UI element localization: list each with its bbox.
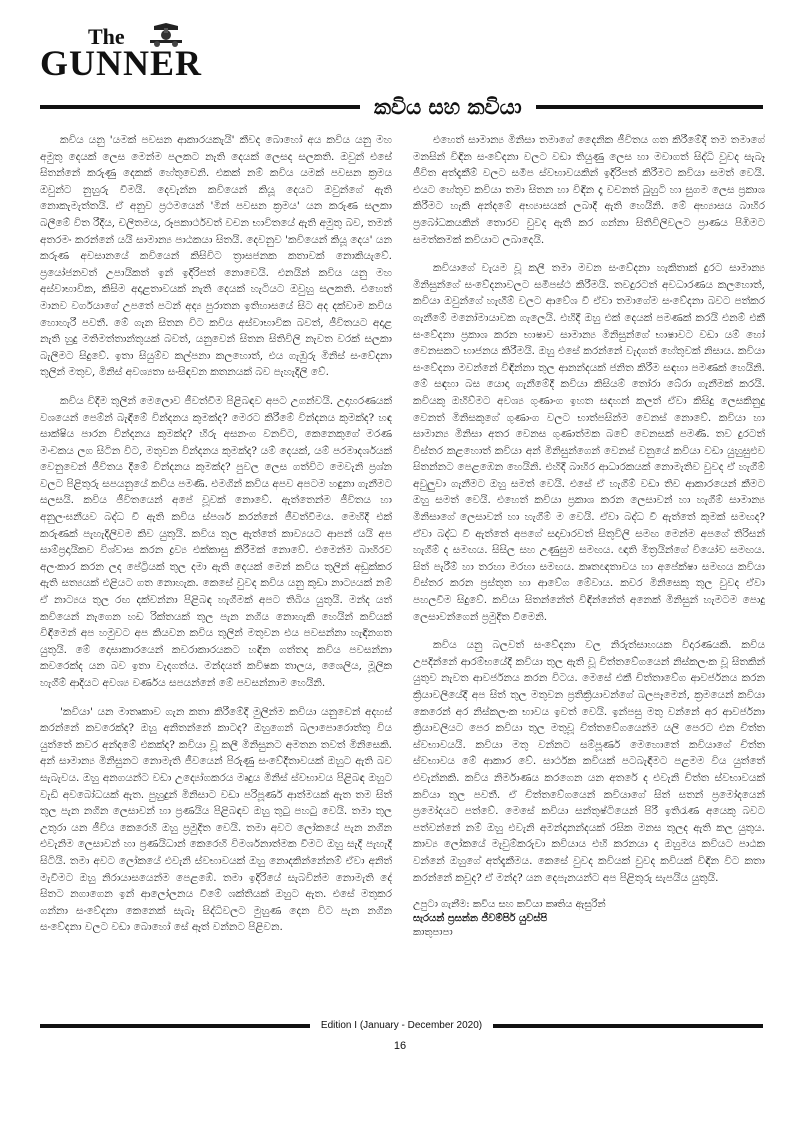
footer-rule-right bbox=[493, 1024, 763, 1028]
masthead-logo bbox=[40, 22, 203, 84]
body-paragraph: කවිය යනු බලවත් සංවේදනා වල නිරුත්සාහයක විදාරණයකි. කවිය උපදින්නේ ආරම්භයේදී කවියා තුල ඇති වූ චිත්තවේගයෙන් නිස්කලංක වූ සිතකින් යුතුව නැවත ආවර්ජනය කරන විටය. මෙසේ එකී චිත්තාවේග ආවර්ජනය කරන ක්‍රියාවලියේදී අප සිත් තුල මතුවන ප්‍රතික්‍රියාවන්ගේ බලපෑමෙන්, ක්‍රමයෙන් කවියා කෙරෙන් අර නිස්කලංක භාවය ඉවත් වෙයි. ඉන්පසු මතු වන්නේ අර ආවර්ජනා ක්‍රියාවලියට පෙර කවියා තුල මතුවූ චිත්තවේගයෙන්ම යලි පෙරට එන චිත්ත ස්වභාවයයි. කවියා මතු වන්නට සම්පූර්ණ මෙහොතේ කවියාගේ චිත්ත ස්වභාවය මේ ආකාර වේ. සාර්ථක කවියක් පටබැඳීමට පළමම විය යුත්තේ එවැන්නකි. කවිය නිර්මාණය කරගෙන යන අතරේ ද එවැනි චිත්ත ස්වභාවයක් කවියා තුල පවතී. ඒ චිත්තවේගයෙන් කවියාගේ සිත් සතන් ප්‍රමෝදයෙන් ප්‍රමෝදයට පත්වේ. මෙසේ කවියා සන්තුෂ්ටියෙන් පිරී ඉතිරැණ අයෙකු බවට පත්වන්නේ නම් ඔහු එවැනි අමන්දානන්දයක් රසික මනස තුලද ඇති කල යුතුය. කාව්‍ය ලෝකයේ මැවුම්කරුවා කවියාය එහි කරනයා ද ඔහුමය කවියට පාඨක වන්නේ ඔහුගේ අත්දැකීමය. කෙසේ වුවද කවියක් වුවද කවියක් විඳින විට කතා කරන්නේ කවුද? ඒ මන්ද? යන දෙපැනයන්ට අප පිළිතුරු සැපයිය යුතුයි. bbox=[413, 639, 765, 884]
article-title: කවිය සහ කවියා bbox=[360, 94, 536, 120]
edition-label: Edition I (January - December 2020) bbox=[320, 1020, 483, 1031]
logo-word-gunner: GUNNER bbox=[40, 43, 203, 83]
right-column bbox=[413, 132, 765, 994]
body-paragraph: කවිය විදීම තුලින් මෙලොව ජීවත්වීම පිළිබඳව අපට උගන්වයි. උදාහරණයක් වශයෙන් පෙම්න් බැඳීමේ වින්දනය කුමක්ද? මෙරට කිරීමේ වින්දනය කුමක්ද? හඳ සාක්ෂිය පාරන වින්දනය කුමක්ද? හිරු අසනංග වනවිට, කෙනෙකුගේ මරණ මංචකය ලග සිටින විට, මතුවන වින්දනය කුමක්ද? යම් දෙයක්, යම් පරමාදර්ශයක් වෙනුවෙන් ජීවිතය දීමේ වින්දනය කුමක්ද? පුවල ලෙස ගත්විට මෙවැනි ප්‍රශ්න වලට පිළිතුරු සපයනුයේ කවිය පමණි. එමගින් කවිය අපව අපටම හඳුනා ගැනීමට සලසයි. කවිය ජීවිතයෙන් අපේ වූවක් නොවේ. ඇත්තෙන්ම ජීවිතය හා අනුලංඝනීයව බද්ධ වී ඇති කවිය ස්පර්ශ කරන්නේ ජීවත්වීමය. මෙහිදී එක් කරුණක් පැහැදිලිවම කිව යුතුයි. කවිය තුල ඇත්තේ කාව්‍යයට ආපන් යයි අප සාම්ප්‍රදායිකව විශ්වාස කරන ද්‍රව්‍ය එක්කාසු කිරීමක් නොවේ. එමෙන්ම බාහිරව අලංකාර කරන ලද පේට්‍රියක් තුල දමා ඇති දෙයක් මෙන් කවිය තුලින් අඩුක්කර ඇති සත්‍යයක් එළියට ගත නොහැක. කෙසේ වුවද කවිය යනු කුඩා නාට්‍යයක් නම් ඒ නාට්‍යය තුල රඟ දක්වන්නා පිළිබඳ හැගීමක් අපට තිබිය යුතුයි. මන්ද යත් කවියෙන් නැගෙන හඩ රික්තයක් තුල පැන නගිය නොහැකි හෙයින් කවියක් විඳිමෙන් අප හමුවට අප කියවන කවිය තුලින් මතුවන එය පවසන්නා හැඳිනගත යුතුයි. මේ දොසාකාරයෙන් කවරාකාරයකට හඳින ගත්තද කවිය පවසන්නා කවරෙක්ද යන බව ඉතා වැදගත්ය. මන්දයත් කවිෂක තාලය, ශෛලිය, මූලික හැගීම් ආදියට අවශ්‍ය වර්ණය සපයන්නේ මේ පවසන්නාම හෙයිනි. bbox=[40, 394, 392, 689]
footer-rule-left bbox=[40, 1024, 310, 1028]
body-paragraph: කවිය යනු 'යමක් පවසන ආකාරයකැයි' කීවද බොහෝ අය කවිය යනු මහ අමුතු දෙයක් ලෙස මෙන්ම පලකට නැති දෙයක් ලෙසද සලකති. ඔවුන් එසේ සිතන්නේ කරුණු දෙකක් හේතුවෙනි. එකක් නම් කවිය යමක් පවසන ක්‍රමය ඔවුන්ට නුහුරු වීමයි. දෙවැන්න කවියෙන් කියූ දෙයට ඔවුන්ගේ ඇති නොකැමැත්තයි. ඒ අනුව ප්‍රථමයෙන් 'මින් පවසන ක්‍රමය' යන කරුණ සලකා බලීමේ විත රීදීය, චලිතමය, රූපකාර්ථවත් වචන භාවිතයේ ඇති අමුතු බව, තමන් අතරමං කරන්නේ යයි සාමාන්‍ය පාඨකයා සිතයි. දෙවනුව 'කවියෙන් කියූ දෙය' යන කරුණ අවසානයේ කවියෙන් කිසිවිට ත්‍රාසජනක කතාවක් නොකියැවේ. ප්‍රයෝජනවත් උපායිකත් ඉන් ඉදිරිපත් නොවෙයි. එනයින් කවිය යනු මහ අස්වාභාවික, කිසිම අදාළතාවයක් නැති දෙයක් හැටියට ඔවුහු සලකති. එහෙත් මානව වර්ගයාගේ උපතේ පටන් අද්‍ය පුරාතන ඉතිහාසයේ සිට අද දක්වාම කවිය හොහැරී පවතී. මේ ගැන සිතන විට කවිය අස්වාභාවික බවත්, ජීවිතයට අදාළ නැති හුදු මතිමත්තාන්තුයක් බවත්, යනුවෙන් සිතන සිතිවිලි නැවත වරක් සලකා බැලීමට සිදුවේ. ඉතා සියුම්ව කල්පනා කලහොත්, එය ගැඹුරු මිනිස් සංවේදනා තුලින් මතුව, මිනිස් අවශ්‍යතා සංසිඳවන කතනයක් බව පැහැදිලි වේ. bbox=[40, 134, 392, 379]
article-title-band bbox=[40, 94, 763, 122]
credit-note: කාතුපාපා bbox=[413, 927, 453, 939]
footer-bar bbox=[40, 1020, 763, 1032]
credit-author: සැරයන් ප්‍රසන්න ජීවම්පිර් යුවස්පි bbox=[413, 913, 548, 925]
body-paragraph: එහෙත් සාමාන්‍ය මිනිසා තමාගේ දෛනික ජීවිතය ගත කිරීමේදී තම තමාගේ මනසින් විඳින සංවේදනා වලට වඩා තියුණු ලෙස හා මවාගත් සිද්ධි වුවද සැබෑ ජීවිත අත්දැකීම් වලට සමීප ස්වභාවයකින් ඉදිරිපත් කිරීමට කවියා සමත් වෙයි. එයට හේතුව කවියා තමා සිතන හා විඳින දෑ වචනත් බුහුටි හා සුගම ලෙස ප්‍රකාශ කිරීමට හැකි අන්දමේ අභ්‍යාසයක් ලබාදී ඇති හෙයිනි. මේ අභ්‍යාසය බාහිර ප්‍රබෝධකයකින් තොරව වුවද ඇති කර ගන්නා සිතිවිලිවලට ප්‍රාණය පිඹිමට සමත්කමක් කවියාට ලබාදෙයි. bbox=[413, 134, 765, 246]
credit-source: උපුටා ගැනීම: කවිය සහ කවියා කෘතිය ඇසුරින් bbox=[413, 899, 606, 911]
logo-word-the: The bbox=[88, 24, 125, 49]
body-paragraph: 'කවියා' යන මාතෘකාව ගැන කතා කිරීමේදී මුලින්ම කවියා යනුවෙන් අදහස් කරන්නේ කවරෙක්ද? ඔහු අනිතන්නේ කාටද? ඔහුගෙන් බලාපොරොත්තු විය යුත්තේ කවර අන්දමේ එකක්ද? කවියා වූ කලී මිනිසුනට අමතන තවත් මිනිසෙකි. අන් සාමාන්‍ය මිනිසුනට නොමැති ජීවයෙන් පිරුණු සංවේදීතාවයක් ඔහුට ඇති බව සැබැවය. ඔහු අනගයන්ට වඩා උද්‍යෝගකරය මෘදුය මිනිස් ස්වභාවය පිළිබඳ ඔහුට වැඩි අවබෝධයක් ඇත. පුහුදුන් මිනිසාට වඩා පරිපූර්ණ ආත්මයක් ඇත තම සිත් තුල පැන නගින ලෙසාවන් හා ප්‍රණයිය පිළිබඳව ඔහු තුටු පහටු වෙයි. තමා තුල උතුරා යන ජීවිය කෙරෙහි ඔහු ප්‍රමුදිත වෙයි. තමා අවට ලෝකයේ පැන නගින එවැනිම ලෙසාවන් හා ප්‍රණයිධාන් කෙරෙහි විමර්ශනාත්මක වීමට ඔහු සැදී පැහැදී සිටියි. තමා අවට ලෝකයේ එවැනි ස්වභාවයක් ඔහු නොදකින්නේනම් ඒවා අනිත් මැවීමට ඔහු නිරායාසයෙන්ම පෙළඹේ. තමා ඉදිරියේ සැබවින්ම නොමැති දේ සිතට නගාගෙන ඉන් ආලෝලනය වීමේ ශක්තියක් ඔහුට ඇත. එසේ මතුකර ගන්නා සංවේදනා කෙනෙක් සැබෑ සිද්ධිවලට මුහුණ දෙන විට පැන නගින සංවේදනා වලට වඩා බොහෝ සේ ඈත් වන්නට පිළිවන. bbox=[40, 705, 392, 934]
body-paragraph: කවියාගේ වැයම වූ කලී තමා මවන සංවේදනා හැකිතාක් දුරට සාමාන්‍ය මිනිසුන්ගේ සංවේදනාවලට සමීපස්ථ කිරීමයි. තවදුරටත් අවධාරණය කලහොත්, කවියා ඔවුන්ගේ හැඟීම් වලට ආවේශ වී ඒවා තමාගේම සංවේදනා බවට පත්කර ගැනීමේ මනෝමායාවක ගැලෙයි. එහිදී ඔහු එක් දෙයක් පමණක් කරයි එනම් එකී සංවේදනා ප්‍රකාශ කරන භාෂාව සාමාන්‍ය මිනිසුන්ගේ භාෂාවට වඩා යම් හෝ වෙනසකට භාජනය කිරීමයි. ඔහු එසේ කරන්නේ වැදගත් හේතුවක් නිසාය. කවියා සංවේදනා මවන්නේ විඳින්නා තුල ආනන්දයක් ජනිත කිරීම සඳහා පමණක් හෙයිනි. මේ සඳහා බස යොදා ගැනීමේදී කවියා කිසියම් තෝරා බේරා ගැනීමක් කරයි. කවියකු ඔහිව්මට අවශ්‍ය ගුණාංග ඉහත සඳහන් කලත් ඒවා කිසිදු ලෙසකිනුදු වෙනත් මිනිසකුගේ ගුණාංග වලට භාත්පසින්ම වෙනස් නොවේ. කවියා හා සාමාන්‍ය මිනිසා අතර වෙනස ගුණාත්මක බවේ වෙනසක් පමණි. තව දුරටත් විස්තර කළහොත් කවියා අන් මිනිසුන්ගෙන් වෙනස් වනුයේ කවියා වඩා යුහුසුළුව සිතන්නට පෙළඹෙන හෙයිනි. එහිදී බාහිර ආධාරකයක් නොමැතිව වුවද ඒ හැගීම් අවුලුවා ගැනීමට ඔහු සමත් වෙයි. එසේ ඒ හැගීම් වඩා තිව ආකාරයෙන් කීමට ඔහු සමත් වෙයි. එහෙත් කවියා ප්‍රකාශ කරන ලෙසාවන් හා හැගීම් සාමාන්‍ය මිනිසාගේ ලෙසාවන් හා හැගීම් ම වෙයි. ඒවා බද්ධ වී ඇත්තේ කුමක් සමඟද? ඒවා බද්ධ වී ඇත්තේ අපගේ සදාචාරවත් සිතුවිලි සමඟ මෙන්ම අපගේ තිරිසන් හැගීම් ද සමඟය. සිසිල සහ උණුසුම සමඟය. ඥාති මිත්‍රයින්ගේ වියෝව සමඟය. සිත් පැරීම් හා තරහා මරහා සමඟය. කෘතඥතාවය හා අපේක්ෂා සමඟය කවියා විස්තර කරන ප්‍රස්තුත හා ආවේග මේවාය. කවර මිනිසෙකු තුල වුවද ඒවා පහලවීම සිදුවේ. කවියා සිතන්නේත් විඳින්නේත් අනෙක් මිනිසුන් හැමටම පොදු ලෙසාවන්ගෙන් ප්‍රමුදිත වීමෙනි. bbox=[413, 262, 765, 623]
page-number: 16 bbox=[393, 1040, 407, 1052]
article-credit bbox=[413, 898, 765, 940]
left-column bbox=[40, 132, 392, 994]
